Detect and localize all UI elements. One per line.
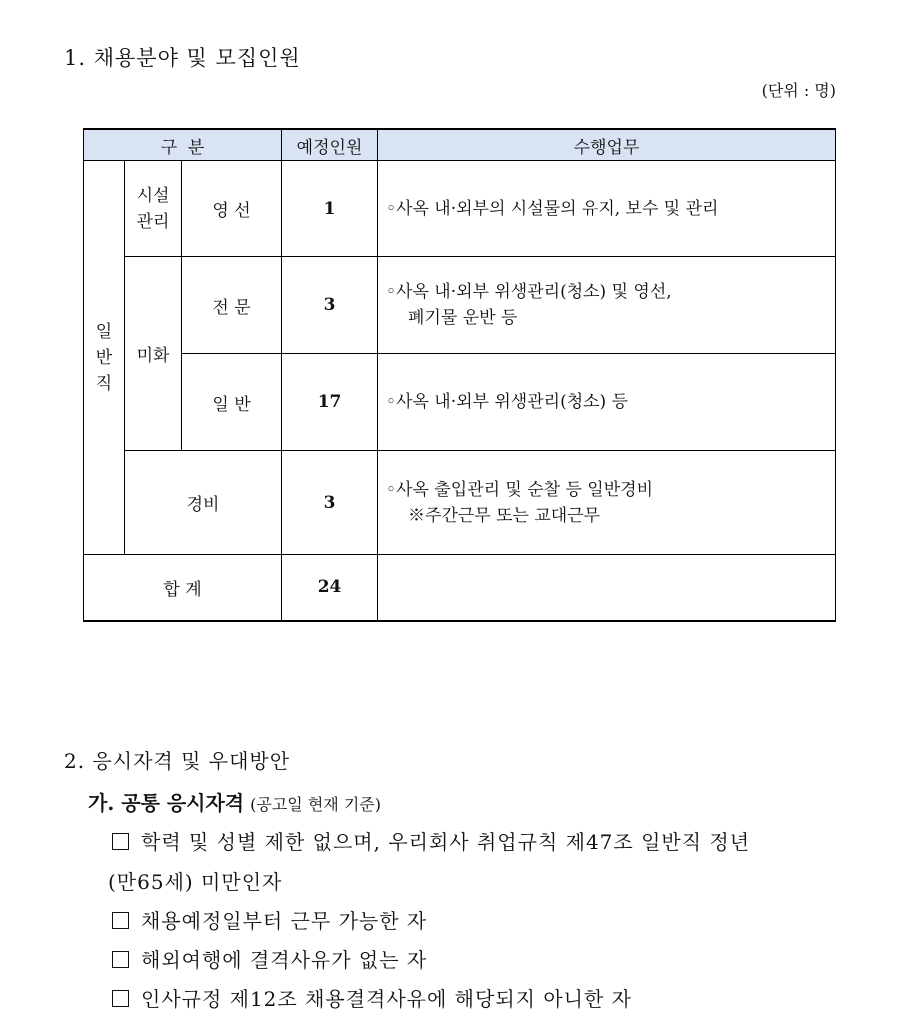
total-duty-cell <box>378 555 836 621</box>
checkbox-square-icon <box>112 990 129 1007</box>
item-text: 인사규정 제12조 채용결격사유에 해당되지 아니한 자 <box>141 987 632 1011</box>
duty-line: ◦사옥 출입관리 및 순찰 등 일반경비 <box>386 479 653 500</box>
count-cell: 17 <box>282 354 378 451</box>
category-cell: 미화 <box>125 257 182 451</box>
table-row <box>84 451 836 555</box>
category-cell <box>125 161 182 257</box>
header-category: 구 분 <box>84 129 282 161</box>
subcategory-cell: 일 반 <box>182 354 282 451</box>
total-count: 24 <box>282 555 378 621</box>
header-planned: 예정인원 <box>282 129 378 161</box>
subsection-heading: 가. 공통 응시자격 <box>88 791 245 815</box>
group-label: 일반직 <box>95 321 113 394</box>
duty-cell <box>378 451 836 555</box>
item-text: 해외여행에 결격사유가 없는 자 <box>141 948 428 972</box>
subcategory-cell: 전 문 <box>182 257 282 354</box>
table-row <box>84 161 836 257</box>
duty-line: ◦사옥 내·외부 위생관리(청소) 및 영선, <box>386 282 672 302</box>
list-item <box>112 826 750 855</box>
total-label: 합 계 <box>84 555 282 621</box>
section2-title: 2. 응시자격 및 우대방안 <box>64 749 291 773</box>
total-row <box>84 555 836 621</box>
item-text: 채용예정일부터 근무 가능한 자 <box>141 909 428 933</box>
category-label: 시설관리 <box>136 185 170 232</box>
duty-line: ◦사옥 내·외부의 시설물의 유지, 보수 및 관리 <box>386 198 719 219</box>
count-cell: 3 <box>282 257 378 354</box>
header-duties: 수행업무 <box>378 129 836 161</box>
duty-cell <box>378 257 836 354</box>
list-item <box>112 983 632 1012</box>
list-item <box>112 944 427 973</box>
group-cell <box>84 161 125 555</box>
subsection-title <box>88 787 381 816</box>
duty-line: ※주간근무 또는 교대근무 <box>408 505 601 526</box>
category-cell: 경비 <box>125 451 282 555</box>
table-row <box>84 354 836 451</box>
checkbox-square-icon <box>112 951 129 968</box>
unit-label: (단위 : 명) <box>761 81 836 100</box>
list-item-continuation: (만65세) 미만인자 <box>108 870 283 894</box>
table-row <box>84 257 836 354</box>
subcategory-cell: 영 선 <box>182 161 282 257</box>
item-text: 학력 및 성별 제한 없으며, 우리회사 취업규칙 제47조 일반직 정년 <box>141 830 751 854</box>
table-header-row <box>84 129 836 161</box>
list-item <box>112 905 427 934</box>
duty-line: 폐기물 운반 등 <box>408 308 518 328</box>
checkbox-square-icon <box>112 912 129 929</box>
subsection-note: (공고일 현재 기준) <box>250 795 381 814</box>
duty-cell <box>378 161 836 257</box>
recruitment-table <box>83 128 836 622</box>
checkbox-square-icon <box>112 833 129 850</box>
count-cell: 3 <box>282 451 378 555</box>
duty-cell <box>378 354 836 451</box>
duty-line: ◦사옥 내·외부 위생관리(청소) 등 <box>386 392 629 412</box>
count-cell: 1 <box>282 161 378 257</box>
section1-title: 1. 채용분야 및 모집인원 <box>64 46 301 70</box>
